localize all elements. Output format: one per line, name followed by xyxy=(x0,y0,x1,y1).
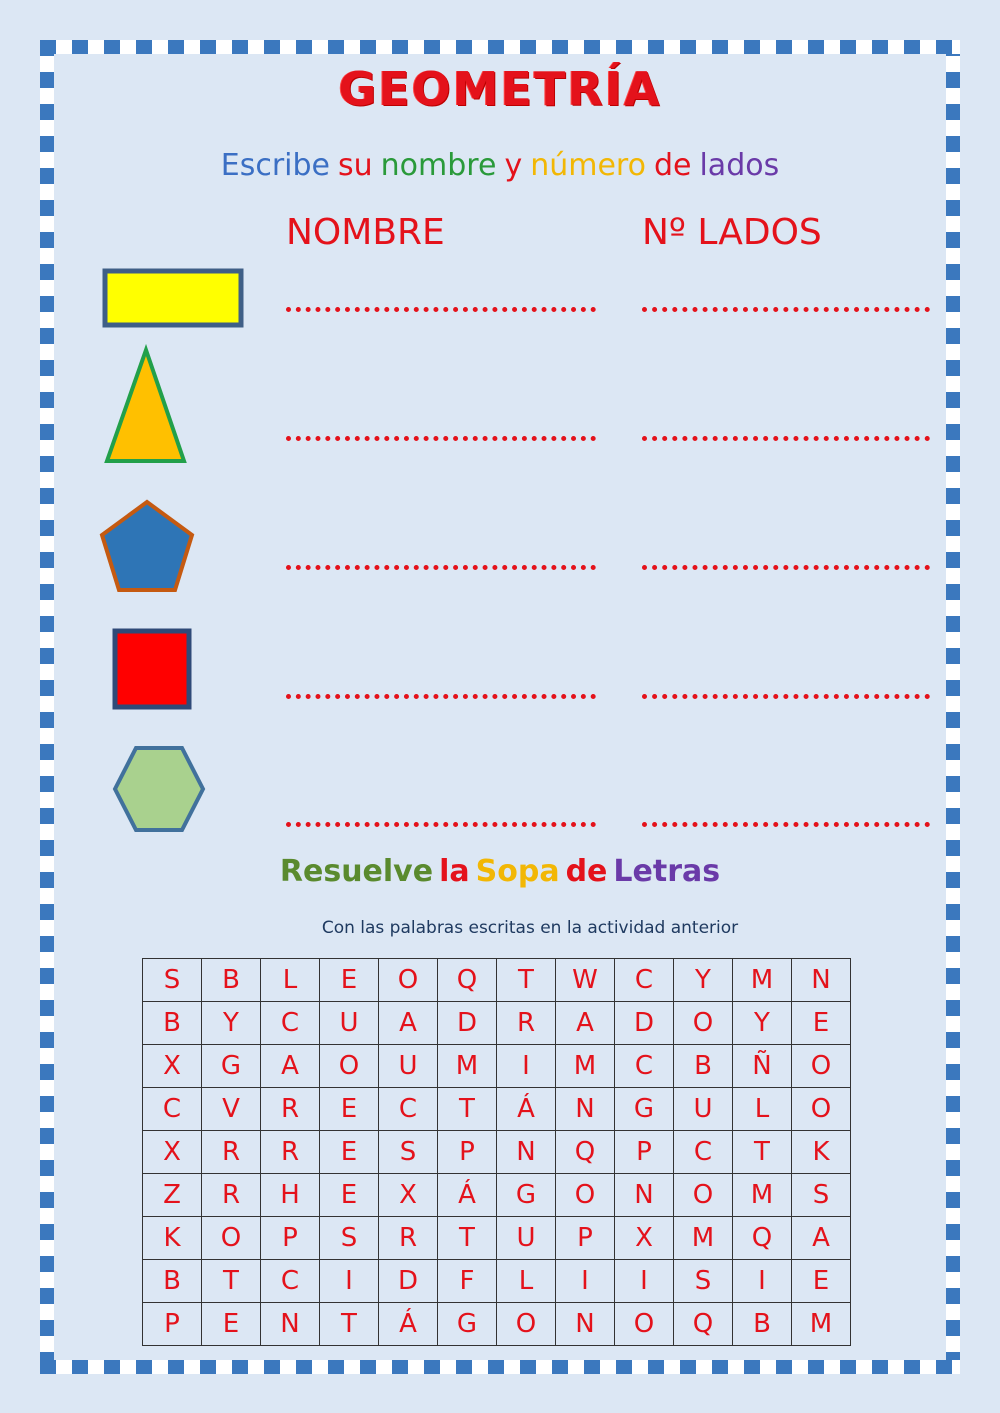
grid-cell[interactable]: X xyxy=(143,1045,202,1088)
grid-cell[interactable]: C xyxy=(379,1088,438,1131)
grid-cell[interactable]: R xyxy=(261,1088,320,1131)
grid-cell[interactable]: B xyxy=(674,1045,733,1088)
square-shape-icon xyxy=(112,628,194,712)
grid-cell[interactable]: Á xyxy=(379,1303,438,1346)
grid-cell[interactable]: M xyxy=(438,1045,497,1088)
grid-cell[interactable]: R xyxy=(202,1174,261,1217)
grid-cell[interactable]: C xyxy=(615,959,674,1002)
grid-cell[interactable]: E xyxy=(320,959,379,1002)
sides-answer-line-3[interactable] xyxy=(642,565,930,570)
grid-cell[interactable]: P xyxy=(438,1131,497,1174)
grid-cell[interactable]: P xyxy=(615,1131,674,1174)
grid-cell[interactable]: K xyxy=(143,1217,202,1260)
sides-answer-line-2[interactable] xyxy=(642,436,930,441)
grid-cell[interactable]: A xyxy=(792,1217,851,1260)
grid-cell[interactable]: V xyxy=(202,1088,261,1131)
grid-cell[interactable]: L xyxy=(497,1260,556,1303)
grid-cell[interactable]: T xyxy=(202,1260,261,1303)
grid-cell[interactable]: G xyxy=(202,1045,261,1088)
grid-cell[interactable]: U xyxy=(674,1088,733,1131)
grid-cell[interactable]: M xyxy=(556,1045,615,1088)
subtitle-word: Escribe xyxy=(220,148,331,183)
subtitle-word: su xyxy=(338,148,373,183)
sides-answer-line-1[interactable] xyxy=(642,307,930,312)
grid-cell[interactable]: O xyxy=(320,1045,379,1088)
grid-cell[interactable]: X xyxy=(615,1217,674,1260)
grid-row xyxy=(143,1217,851,1260)
triangle-shape-icon xyxy=(102,344,190,466)
name-answer-line-1[interactable] xyxy=(286,307,596,312)
grid-cell[interactable]: E xyxy=(320,1131,379,1174)
grid-cell[interactable]: T xyxy=(733,1131,792,1174)
grid-cell[interactable]: M xyxy=(733,1174,792,1217)
subtitle-word: nombre xyxy=(380,148,497,183)
grid-cell[interactable]: O xyxy=(674,1174,733,1217)
grid-cell[interactable]: N xyxy=(556,1303,615,1346)
subtitle-word: lados xyxy=(699,148,780,183)
subtitle-word: de xyxy=(653,148,692,183)
grid-row xyxy=(143,1002,851,1045)
subtitle-word: y xyxy=(504,148,523,183)
grid-cell[interactable]: B xyxy=(202,959,261,1002)
grid-cell[interactable]: U xyxy=(497,1217,556,1260)
grid-cell[interactable]: E xyxy=(792,1260,851,1303)
grid-row xyxy=(143,1045,851,1088)
grid-cell[interactable]: P xyxy=(556,1217,615,1260)
grid-cell[interactable]: B xyxy=(143,1002,202,1045)
grid-cell[interactable]: D xyxy=(379,1260,438,1303)
word-search-heading xyxy=(0,854,1000,889)
name-answer-line-2[interactable] xyxy=(286,436,596,441)
grid-cell[interactable]: K xyxy=(792,1131,851,1174)
name-answer-line-5[interactable] xyxy=(286,822,596,827)
grid-cell[interactable]: C xyxy=(261,1002,320,1045)
name-answer-line-3[interactable] xyxy=(286,565,596,570)
grid-cell[interactable]: S xyxy=(674,1260,733,1303)
grid-cell[interactable]: D xyxy=(615,1002,674,1045)
grid-cell[interactable]: C xyxy=(674,1131,733,1174)
grid-cell[interactable]: U xyxy=(320,1002,379,1045)
hexagon-shape-icon xyxy=(110,744,208,836)
grid-cell[interactable]: N xyxy=(261,1303,320,1346)
grid-cell[interactable]: S xyxy=(320,1217,379,1260)
grid-cell[interactable]: M xyxy=(733,959,792,1002)
grid-cell[interactable]: G xyxy=(438,1303,497,1346)
grid-cell[interactable]: Q xyxy=(733,1217,792,1260)
grid-cell[interactable]: C xyxy=(615,1045,674,1088)
grid-cell[interactable]: Z xyxy=(143,1174,202,1217)
grid-cell[interactable]: I xyxy=(320,1260,379,1303)
grid-cell[interactable]: A xyxy=(556,1002,615,1045)
grid-cell[interactable]: X xyxy=(143,1131,202,1174)
grid-cell[interactable]: N xyxy=(792,959,851,1002)
grid-cell[interactable]: E xyxy=(320,1088,379,1131)
grid-cell[interactable]: Y xyxy=(674,959,733,1002)
grid-cell[interactable]: M xyxy=(674,1217,733,1260)
grid-cell[interactable]: C xyxy=(261,1260,320,1303)
grid-cell[interactable]: Ñ xyxy=(733,1045,792,1088)
grid-cell[interactable]: O xyxy=(792,1045,851,1088)
grid-cell[interactable]: E xyxy=(792,1002,851,1045)
grid-cell[interactable]: B xyxy=(143,1260,202,1303)
name-answer-line-4[interactable] xyxy=(286,694,596,699)
grid-cell[interactable]: W xyxy=(556,959,615,1002)
grid-cell[interactable]: Y xyxy=(202,1002,261,1045)
grid-cell[interactable]: R xyxy=(202,1131,261,1174)
grid-cell[interactable]: O xyxy=(202,1217,261,1260)
grid-cell[interactable]: S xyxy=(143,959,202,1002)
grid-cell[interactable]: O xyxy=(792,1088,851,1131)
grid-cell[interactable]: O xyxy=(497,1303,556,1346)
grid-cell[interactable]: Q xyxy=(438,959,497,1002)
grid-row xyxy=(143,1131,851,1174)
sides-column-header: Nº LADOS xyxy=(642,212,822,253)
grid-cell[interactable]: E xyxy=(320,1174,379,1217)
rectangle-shape-icon xyxy=(102,268,246,332)
grid-cell[interactable]: O xyxy=(615,1303,674,1346)
grid-cell[interactable]: O xyxy=(379,959,438,1002)
grid-row xyxy=(143,959,851,1002)
grid-cell[interactable]: S xyxy=(379,1131,438,1174)
grid-cell[interactable]: X xyxy=(379,1174,438,1217)
grid-cell[interactable]: Á xyxy=(497,1088,556,1131)
grid-cell[interactable]: Q xyxy=(674,1303,733,1346)
name-column-header: NOMBRE xyxy=(286,212,445,253)
grid-cell[interactable]: G xyxy=(615,1088,674,1131)
grid-cell[interactable]: I xyxy=(615,1260,674,1303)
grid-cell[interactable]: S xyxy=(792,1174,851,1217)
sides-answer-line-4[interactable] xyxy=(642,694,930,699)
grid-cell[interactable]: B xyxy=(733,1303,792,1346)
word-search-grid xyxy=(142,958,851,1346)
grid-cell[interactable]: R xyxy=(497,1002,556,1045)
grid-cell[interactable]: I xyxy=(497,1045,556,1088)
grid-cell[interactable]: U xyxy=(379,1045,438,1088)
grid-cell[interactable]: T xyxy=(320,1303,379,1346)
grid-cell[interactable]: N xyxy=(556,1088,615,1131)
grid-cell[interactable]: Q xyxy=(556,1131,615,1174)
grid-row xyxy=(143,1174,851,1217)
grid-cell[interactable]: N xyxy=(497,1131,556,1174)
grid-cell[interactable]: O xyxy=(556,1174,615,1217)
grid-cell[interactable]: C xyxy=(143,1088,202,1131)
grid-row xyxy=(143,1303,851,1346)
grid-cell[interactable]: L xyxy=(733,1088,792,1131)
heading-word: Letras xyxy=(613,854,721,889)
subtitle-word: número xyxy=(530,148,646,183)
word-search-instruction: Con las palabras escritas en la actividad anterior xyxy=(321,918,739,938)
grid-cell[interactable]: F xyxy=(438,1260,497,1303)
grid-cell[interactable]: H xyxy=(261,1174,320,1217)
heading-word: Sopa xyxy=(475,854,560,889)
heading-word: de xyxy=(565,854,608,889)
grid-row xyxy=(143,1260,851,1303)
grid-cell[interactable]: T xyxy=(438,1217,497,1260)
grid-cell[interactable]: E xyxy=(202,1303,261,1346)
grid-cell[interactable]: I xyxy=(556,1260,615,1303)
grid-cell[interactable]: D xyxy=(438,1002,497,1045)
sides-answer-line-5[interactable] xyxy=(642,822,930,827)
grid-cell[interactable]: R xyxy=(379,1217,438,1260)
grid-cell[interactable]: R xyxy=(261,1131,320,1174)
grid-cell[interactable]: Á xyxy=(438,1174,497,1217)
grid-cell[interactable]: L xyxy=(261,959,320,1002)
grid-cell[interactable]: I xyxy=(733,1260,792,1303)
heading-word: la xyxy=(439,854,470,889)
grid-cell[interactable]: P xyxy=(143,1303,202,1346)
grid-cell[interactable]: A xyxy=(261,1045,320,1088)
grid-cell[interactable]: G xyxy=(497,1174,556,1217)
grid-cell[interactable]: T xyxy=(438,1088,497,1131)
grid-cell[interactable]: P xyxy=(261,1217,320,1260)
pentagon-shape-icon xyxy=(98,498,196,596)
grid-cell[interactable]: T xyxy=(497,959,556,1002)
heading-word: Resuelve xyxy=(279,854,434,889)
grid-cell[interactable]: N xyxy=(615,1174,674,1217)
grid-cell[interactable]: A xyxy=(379,1002,438,1045)
subtitle xyxy=(0,148,1000,183)
page-title: GEOMETRÍA xyxy=(338,62,662,116)
grid-row xyxy=(143,1088,851,1131)
grid-cell[interactable]: Y xyxy=(733,1002,792,1045)
grid-cell[interactable]: M xyxy=(792,1303,851,1346)
grid-cell[interactable]: O xyxy=(674,1002,733,1045)
